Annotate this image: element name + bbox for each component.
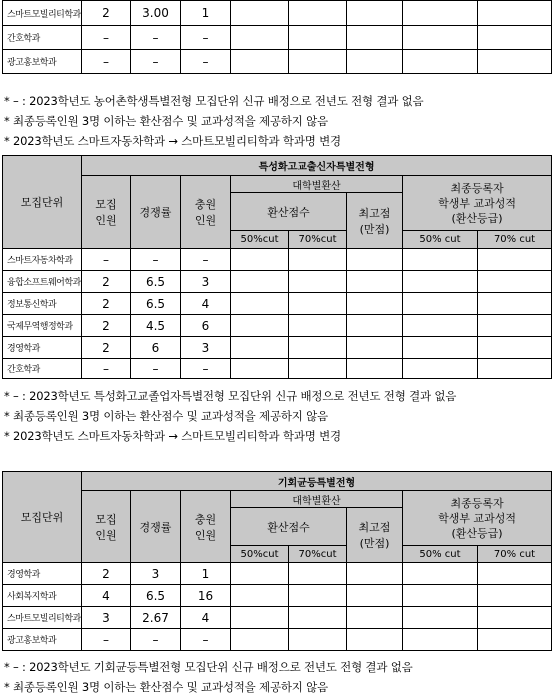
unit-cell: 경영학과: [3, 563, 82, 585]
table-row: [3, 629, 552, 651]
table-row: [3, 315, 552, 337]
ratio-cell: 4.5: [131, 315, 181, 337]
ratio-cell: 6.5: [131, 271, 181, 293]
score-header: 환산점수: [231, 193, 347, 231]
recruit-cell: 3: [82, 607, 131, 629]
empty-cell: [478, 293, 552, 315]
unit-cell: 융합소프트웨어학과: [3, 271, 82, 293]
unit-cell: 정보통신학과: [3, 293, 82, 315]
empty-cell: [231, 1, 289, 26]
ratio-cell: 6: [131, 337, 181, 359]
unit-cell: 사회복지학과: [3, 585, 82, 607]
empty-cell: [231, 585, 289, 607]
empty-cell: [289, 293, 347, 315]
ratio-header: 경쟁률: [131, 491, 181, 563]
empty-cell: [347, 50, 403, 74]
recruit-cell: 4: [82, 585, 131, 607]
table-row: [3, 563, 552, 585]
empty-cell: [231, 315, 289, 337]
empty-cell: [347, 26, 403, 50]
empty-cell: [478, 249, 552, 271]
empty-cell: [231, 359, 289, 379]
unit-cell: 스마트모빌리티학과: [3, 607, 82, 629]
empty-cell: [478, 359, 552, 379]
recruit-cell: 2: [82, 315, 131, 337]
empty-cell: [478, 26, 552, 50]
unit-cell: 간호학과: [3, 26, 82, 50]
ratio-header: 경쟁률: [131, 176, 181, 249]
footnote: * 2023학년도 스마트자동차학과 → 스마트모빌리티학과 학과명 변경: [4, 134, 341, 148]
extra-cell: –: [181, 50, 231, 74]
extra-header: 충원 인원: [181, 491, 231, 563]
empty-cell: [231, 629, 289, 651]
admission-table-specialized: [2, 155, 552, 379]
unit-header: 모집단위: [3, 472, 82, 563]
empty-cell: [347, 315, 403, 337]
empty-cell: [347, 607, 403, 629]
footnote: * – : 2023학년도 농어촌학생특별전형 모집단위 신규 배정으로 전년도 전형 결과 없음: [4, 94, 424, 108]
empty-cell: [403, 563, 478, 585]
unit-cell: 스마트모빌리티학과: [3, 1, 82, 26]
empty-cell: [347, 585, 403, 607]
table-row: [3, 50, 552, 74]
empty-cell: [403, 337, 478, 359]
recruit-cell: 2: [82, 337, 131, 359]
empty-cell: [289, 563, 347, 585]
extra-cell: 6: [181, 315, 231, 337]
ratio-cell: –: [131, 359, 181, 379]
empty-cell: [289, 315, 347, 337]
extra-cell: 4: [181, 607, 231, 629]
empty-cell: [231, 607, 289, 629]
empty-cell: [289, 50, 347, 74]
table-row: [3, 359, 552, 379]
unit-cell: 광고홍보학과: [3, 50, 82, 74]
recruit-cell: 2: [82, 293, 131, 315]
final-cut50-header: 50% cut: [403, 546, 478, 563]
extra-cell: –: [181, 359, 231, 379]
empty-cell: [403, 315, 478, 337]
ratio-cell: –: [131, 249, 181, 271]
extra-cell: 1: [181, 563, 231, 585]
empty-cell: [289, 607, 347, 629]
empty-cell: [403, 249, 478, 271]
empty-cell: [478, 1, 552, 26]
empty-cell: [478, 585, 552, 607]
table-row: [3, 337, 552, 359]
empty-cell: [403, 271, 478, 293]
empty-cell: [478, 271, 552, 293]
empty-cell: [403, 585, 478, 607]
footnote: * – : 2023학년도 특성화고교졸업자특별전형 모집단위 신규 배정으로 전년도 전형 결과 없음: [4, 389, 457, 403]
unit-cell: 간호학과: [3, 359, 82, 379]
conversion-header: 대학별환산: [231, 176, 403, 193]
empty-cell: [403, 293, 478, 315]
recruit-cell: –: [82, 26, 131, 50]
unit-cell: 경영학과: [3, 337, 82, 359]
extra-cell: –: [181, 26, 231, 50]
ratio-cell: 6.5: [131, 293, 181, 315]
table-row: [3, 271, 552, 293]
empty-cell: [289, 359, 347, 379]
empty-cell: [347, 563, 403, 585]
empty-cell: [403, 1, 478, 26]
footnote: * 최종등록인원 3명 이하는 환산점수 및 교과성적을 제공하지 않음: [4, 409, 328, 423]
extra-cell: 16: [181, 585, 231, 607]
top-table: [2, 0, 552, 74]
recruit-cell: 2: [82, 271, 131, 293]
final-header: 최종등록자 학생부 교과성적 (환산등급): [403, 176, 552, 231]
cut70-header: 70%cut: [289, 231, 347, 249]
final-cut70-header: 70% cut: [478, 546, 552, 563]
ratio-cell: –: [131, 629, 181, 651]
empty-cell: [347, 271, 403, 293]
empty-cell: [478, 50, 552, 74]
recruit-cell: –: [82, 249, 131, 271]
empty-cell: [289, 629, 347, 651]
unit-cell: 스마트자동차학과: [3, 249, 82, 271]
final-cut50-header: 50% cut: [403, 231, 478, 249]
ratio-cell: –: [131, 50, 181, 74]
empty-cell: [231, 249, 289, 271]
conversion-header: 대학별환산: [231, 491, 403, 508]
unit-cell: 광고홍보학과: [3, 629, 82, 651]
footnote: * 최종등록인원 3명 이하는 환산점수 및 교과성적을 제공하지 않음: [4, 114, 328, 128]
empty-cell: [347, 359, 403, 379]
empty-cell: [478, 563, 552, 585]
recruit-header: 모집 인원: [82, 176, 131, 249]
table-row: [3, 1, 552, 26]
table-row: [3, 26, 552, 50]
admission-table-equal-opportunity: [2, 471, 552, 651]
score-header: 환산점수: [231, 508, 347, 546]
cut50-header: 50%cut: [231, 231, 289, 249]
extra-cell: –: [181, 249, 231, 271]
cut50-header: 50%cut: [231, 546, 289, 563]
cut70-header: 70%cut: [289, 546, 347, 563]
recruit-cell: 2: [82, 1, 131, 26]
table-row: [3, 249, 552, 271]
empty-cell: [403, 50, 478, 74]
empty-cell: [289, 249, 347, 271]
empty-cell: [231, 26, 289, 50]
empty-cell: [478, 337, 552, 359]
empty-cell: [478, 315, 552, 337]
empty-cell: [231, 337, 289, 359]
extra-cell: 4: [181, 293, 231, 315]
table-title: 기회균등특별전형: [82, 472, 552, 491]
empty-cell: [231, 293, 289, 315]
ratio-cell: 3.00: [131, 1, 181, 26]
empty-cell: [289, 26, 347, 50]
empty-cell: [347, 1, 403, 26]
ratio-cell: 2.67: [131, 607, 181, 629]
empty-cell: [289, 1, 347, 26]
empty-cell: [403, 629, 478, 651]
max-header: 최고점 (만점): [347, 508, 403, 563]
recruit-header: 모집 인원: [82, 491, 131, 563]
extra-header: 충원 인원: [181, 176, 231, 249]
empty-cell: [403, 607, 478, 629]
empty-cell: [289, 337, 347, 359]
extra-cell: 1: [181, 1, 231, 26]
table-row: [3, 585, 552, 607]
empty-cell: [403, 359, 478, 379]
empty-cell: [347, 293, 403, 315]
empty-cell: [347, 629, 403, 651]
recruit-cell: –: [82, 629, 131, 651]
empty-cell: [478, 607, 552, 629]
extra-cell: –: [181, 629, 231, 651]
empty-cell: [231, 563, 289, 585]
unit-cell: 국제무역행정학과: [3, 315, 82, 337]
extra-cell: 3: [181, 337, 231, 359]
empty-cell: [347, 337, 403, 359]
empty-cell: [289, 585, 347, 607]
empty-cell: [478, 629, 552, 651]
empty-cell: [403, 26, 478, 50]
footnote: * 2023학년도 스마트자동차학과 → 스마트모빌리티학과 학과명 변경: [4, 429, 341, 443]
ratio-cell: 3: [131, 563, 181, 585]
empty-cell: [231, 50, 289, 74]
recruit-cell: –: [82, 359, 131, 379]
table-row: [3, 607, 552, 629]
empty-cell: [347, 249, 403, 271]
ratio-cell: 6.5: [131, 585, 181, 607]
ratio-cell: –: [131, 26, 181, 50]
recruit-cell: 2: [82, 563, 131, 585]
empty-cell: [231, 271, 289, 293]
footnote: * – : 2023학년도 기회균등특별전형 모집단위 신규 배정으로 전년도 전형 결과 없음: [4, 660, 413, 674]
table-row: [3, 293, 552, 315]
extra-cell: 3: [181, 271, 231, 293]
max-header: 최고점 (만점): [347, 193, 403, 249]
final-header: 최종등록자 학생부 교과성적 (환산등급): [403, 491, 552, 546]
recruit-cell: –: [82, 50, 131, 74]
footnote: * 최종등록인원 3명 이하는 환산점수 및 교과성적을 제공하지 않음: [4, 680, 328, 694]
unit-header: 모집단위: [3, 156, 82, 249]
table-title: 특성화고교출신자특별전형: [82, 156, 552, 176]
final-cut70-header: 70% cut: [478, 231, 552, 249]
empty-cell: [289, 271, 347, 293]
